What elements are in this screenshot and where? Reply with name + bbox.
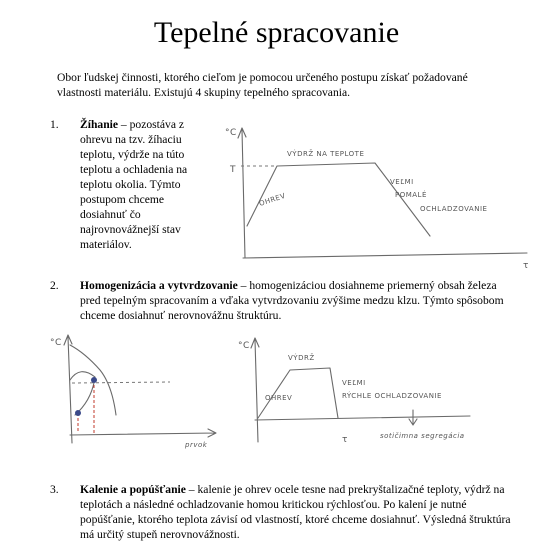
item-3-text bbox=[80, 482, 520, 542]
sketch3-cool-label-2: RÝCHLE OCHLADZOVANIE bbox=[342, 392, 442, 400]
sketch3-note: sotičimna segregácia bbox=[380, 432, 465, 440]
sketch3-hold-label: VÝDRŽ bbox=[288, 354, 315, 362]
item-2-text bbox=[80, 278, 520, 323]
sketch2-guide-v bbox=[78, 380, 94, 433]
sketch1-t-label: T bbox=[230, 165, 236, 175]
sketch2-point-2 bbox=[75, 410, 81, 416]
intro-paragraph: Obor ľudskej činnosti, ktorého cieľom je pomocou určeného postupu získať požadované vlastnosti materiálu. Existujú 4 skupiny tepelného spracovania. bbox=[57, 71, 468, 99]
item-1-description: – pozostáva z ohrevu na tzv. žíhaciu teplotu, výdrže na túto teplotu a ochladenia na teplotu okolia. Týmto postupom chceme dosiahnuť čo najrovnovážnejší stav materiálov. bbox=[80, 118, 188, 251]
item-1-text bbox=[80, 117, 200, 252]
item-2-number: 2. bbox=[50, 279, 59, 292]
annealing-sketch bbox=[205, 118, 535, 271]
item-3-term: Kalenie a popúšťanie bbox=[80, 483, 186, 496]
sketch2-y-label: °C bbox=[50, 338, 62, 348]
sketch1-y-axis bbox=[238, 128, 246, 258]
sketch1-cool-label-1: VEĽMI bbox=[390, 178, 414, 186]
sketch3-curve bbox=[258, 368, 338, 418]
sketch3-heat-label: OHREV bbox=[265, 394, 293, 402]
sketch2-y-axis bbox=[64, 335, 72, 443]
sketch2-x-axis bbox=[70, 429, 216, 437]
sketch3-x-label: τ bbox=[342, 435, 348, 445]
sketch1-heat-label: OHREV bbox=[258, 191, 287, 208]
sketch1-y-label: °C bbox=[225, 128, 237, 138]
sketch1-x-axis bbox=[243, 253, 527, 258]
sketch2-solvus bbox=[70, 372, 95, 415]
sketch3-cool-label-1: VEĽMI bbox=[342, 379, 366, 387]
sketch2-x-label: prvok bbox=[185, 441, 208, 449]
phase-diagram-sketch bbox=[20, 325, 240, 450]
item-1-term: Žíhanie bbox=[80, 118, 119, 131]
hardening-sketch bbox=[230, 330, 540, 455]
item-2-description: – homogenizáciou dosiahneme priemerný obsah železa pred tepelným spracovaním a vďaka vytvrdzovaniu zvýšime medzu klzu. Týmto spôsobom chceme dosiahnuť nerovnovážnu štruktúru. bbox=[80, 279, 504, 322]
sketch2-guide-h bbox=[72, 382, 170, 383]
page-title: Tepelné spracovanie bbox=[153, 16, 400, 49]
sketch1-hold-label: VÝDRŽ NA TEPLOTE bbox=[287, 150, 365, 158]
sketch3-x-axis bbox=[255, 416, 470, 420]
sketch3-y-axis bbox=[251, 338, 259, 442]
item-3-number: 3. bbox=[50, 483, 59, 496]
sketch2-point-1 bbox=[91, 377, 97, 383]
sketch3-y-label: °C bbox=[238, 341, 250, 351]
sketch1-cool-label-2: POMALÉ bbox=[395, 191, 427, 199]
item-1-number: 1. bbox=[50, 118, 59, 131]
item-2-term: Homogenizácia a vytvrdzovanie bbox=[80, 279, 238, 292]
sketch1-cool-label-3: OCHLADZOVANIE bbox=[420, 205, 488, 213]
sketch1-x-label: τ bbox=[523, 261, 529, 271]
item-3-description: – kalenie je ohrev ocele tesne nad prekryštalizačné teploty, výdrž na teplotách a následné ochladzovanie homou kritickou rýchlosťou. Po kalení je nutné popúšťanie, ktorého teplota závisí od vlastností, ktoré chceme dosiahnuť. Výsledná štruktúra má určitý stupeň nerovnovážnosti. bbox=[80, 483, 511, 541]
